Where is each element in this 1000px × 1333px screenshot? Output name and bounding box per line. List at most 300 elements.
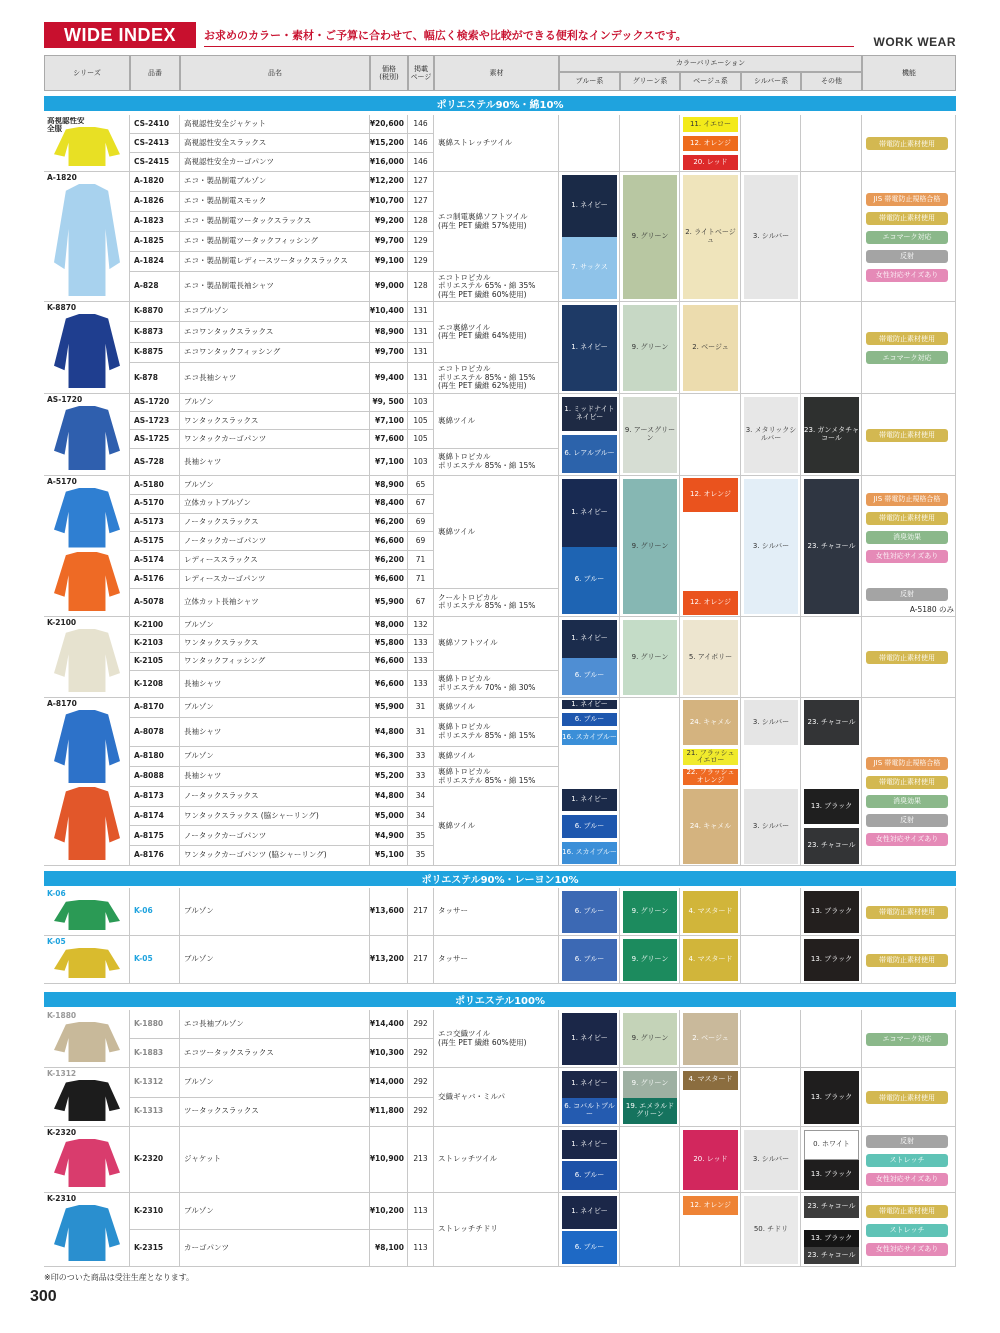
catalog-page: 33 [408,767,434,787]
feature-badge: エコマーク対応 [866,231,948,244]
color-column-cell [620,1127,680,1193]
product-code: CS-2415 [130,153,180,172]
color-swatch: 2. ベージュ [683,305,738,391]
product-code: AS-1725 [130,430,180,448]
col-header-blue: ブルー系 [559,72,620,91]
color-swatch: 13. ブラック [804,891,859,933]
product-price: ¥10,200 [370,1193,408,1230]
color-swatch: 12. オレンジ [683,591,738,615]
color-column-cell [559,115,620,172]
product-name: ブルゾン [180,476,370,495]
product-code: K-1208 [130,671,180,698]
product-name: 高視認性安全ジャケット [180,115,370,134]
product-name: エコワンタックスラックス [180,322,370,342]
color-swatch: 12. オレンジ [683,1196,738,1215]
product-name: エコ・製品制電スモック [180,192,370,212]
color-swatch: 20. レッド [683,155,738,170]
feature-badge: 女性対応サイズあり [866,1173,948,1186]
product-code: AS-1720 [130,394,180,412]
product-price: ¥9, 500 [370,394,408,412]
product-name: レディースカーゴパンツ [180,570,370,589]
color-swatch: 1. ミッドナイトネイビー [562,397,617,431]
feature-badge: 反射 [866,588,948,601]
color-swatch: 11. イエロー [683,117,738,132]
col-header-name: 品名 [180,55,370,91]
feature-badge: 帯電防止素材使用 [866,1205,948,1218]
feature-badge: 反射 [866,1135,948,1148]
product-code: K-1880 [130,1010,180,1039]
color-swatch: 24. キャメル [683,700,738,745]
color-swatch: 23. チャコール [804,1247,859,1264]
product-code: K-8875 [130,343,180,363]
color-column-cell [620,115,680,172]
product-name: カーゴパンツ [180,1230,370,1267]
color-swatch: 1. ネイビー [562,620,617,658]
material-cell: タッサー [434,888,559,936]
product-price: ¥6,200 [370,514,408,533]
color-swatch: 50. チドリ [744,1196,798,1264]
material-cell: 裏綿ソフトツイル [434,617,559,671]
color-swatch: 3. シルバー [744,175,798,299]
catalog-page: 131 [408,343,434,363]
series-label: 高視認性安全服 [47,117,85,134]
color-swatch: 2. ライトベージュ [683,175,738,299]
product-code: A-5176 [130,570,180,589]
page-header [44,22,956,52]
color-swatch: 1. ネイビー [562,789,617,811]
color-swatch: 2. ベージュ [683,1013,738,1065]
color-swatch: 4. マスタード [683,891,738,933]
feature-badge: 消臭効果 [866,531,948,544]
product-code: A-8173 [130,787,180,807]
color-column-cell [741,617,801,698]
catalog-page: 131 [408,363,434,394]
color-swatch: 3. シルバー [744,789,798,864]
col-header-material: 素材 [434,55,559,91]
product-name: 高視認性安全カーゴパンツ [180,153,370,172]
col-header-silver: シルバー系 [741,72,801,91]
color-column-cell [680,394,741,476]
product-name: エコ・製品制電ツータックフィッシング [180,232,370,252]
material-cell: ストレッチチドリ [434,1193,559,1267]
section-header: ポリエステル90%・綿10% [44,96,956,111]
color-swatch: 3. シルバー [744,479,798,614]
col-header-page [408,55,434,91]
color-column-cell [801,1010,862,1068]
series-label: K-1880 [47,1012,77,1020]
catalog-page: 133 [408,635,434,653]
product-code: A-1820 [130,172,180,192]
product-price: ¥5,000 [370,807,408,827]
catalog-page: 292 [408,1098,434,1128]
feature-badge: 帯電防止素材使用 [866,512,948,525]
series-label: K-1312 [47,1070,77,1078]
series-label: K-2310 [47,1195,77,1203]
product-code: K-1883 [130,1039,180,1068]
feature-badge: JIS 帯電防止規格合格 [866,757,948,770]
product-name: ブルゾン [180,936,370,984]
col-header-other: その他 [801,72,862,91]
color-swatch: 1. ネイビー [562,479,617,547]
material-cell: タッサー [434,936,559,984]
product-code: A-5174 [130,551,180,570]
color-swatch: 9. グリーン [623,939,677,981]
color-swatch: 16. スカイブルー [562,842,617,864]
color-column-cell [741,936,801,984]
col-header-beige: ベージュ系 [680,72,741,91]
material-cell: 裏綿ツイル [434,698,559,718]
color-swatch: 9. グリーン [623,305,677,391]
series-label: A-8170 [47,700,77,708]
product-price: ¥4,800 [370,718,408,748]
color-column-cell [801,617,862,698]
color-column-cell [741,1068,801,1127]
feature-badge: 女性対応サイズあり [866,269,948,282]
product-code: A-1826 [130,192,180,212]
product-name: エコ・製品制電レディースツータックスラックス [180,252,370,272]
product-code: K-1313 [130,1098,180,1128]
color-swatch: 23. ガンメタチャコール [804,397,859,473]
color-swatch: 6. コバルトブルー [562,1098,617,1125]
feature-badge: 反射 [866,250,948,263]
catalog-page: 127 [408,172,434,192]
catalog-page: 132 [408,617,434,635]
color-swatch: 6. ブルー [562,1231,617,1264]
feature-badge: JIS 帯電防止規格合格 [866,193,948,206]
col-header-price [370,55,408,91]
color-swatch: 1. ネイビー [562,700,617,709]
color-swatch: 4. マスタード [683,1071,738,1090]
product-code: K-2100 [130,617,180,635]
product-price: ¥8,900 [370,476,408,495]
index-table [44,55,956,1267]
color-column-cell [620,698,680,866]
product-code: A-828 [130,272,180,302]
product-code: K-2103 [130,635,180,653]
catalog-page: 67 [408,495,434,514]
color-swatch: 23. チャコール [804,828,859,864]
series-label: K-2320 [47,1129,77,1137]
color-swatch: 6. ブルー [562,939,617,981]
product-code: K-05 [130,936,180,984]
product-name: ブルゾン [180,698,370,718]
product-name: エコツータックスラックス [180,1039,370,1068]
product-price: ¥8,400 [370,495,408,514]
color-column-cell [801,115,862,172]
color-swatch: 9. グリーン [623,1071,677,1098]
series-label: AS-1720 [47,396,83,404]
product-price: ¥7,100 [370,449,408,476]
page-sub-label: ページ [410,73,432,81]
color-swatch: 13. ブラック [804,1071,859,1124]
product-price: ¥9,400 [370,363,408,394]
catalog-page: 69 [408,514,434,533]
product-code: K-2320 [130,1127,180,1193]
product-code: AS-728 [130,449,180,476]
color-swatch: 1. ネイビー [562,1196,617,1229]
product-name: ワンタックスラックス [180,635,370,653]
catalog-page: 131 [408,302,434,322]
product-code: A-1825 [130,232,180,252]
color-swatch: 1. ネイビー [562,1130,617,1159]
product-code: A-8180 [130,747,180,767]
color-swatch: 1. ネイビー [562,1013,617,1065]
color-column-cell [741,1010,801,1068]
color-swatch: 13. ブラック [804,789,859,825]
product-name: ブルゾン [180,394,370,412]
product-name: ブルゾン [180,888,370,936]
catalog-page: 35 [408,846,434,866]
catalog-page: 105 [408,412,434,430]
col-header-code: 品番 [130,55,180,91]
feature-badge: 帯電防止素材使用 [866,776,948,789]
product-name: ジャケット [180,1127,370,1193]
feature-badge: 帯電防止素材使用 [866,954,948,967]
material-cell: 裏綿トロピカル ポリエステル 85%・綿 15% [434,767,559,787]
product-name: ブルゾン [180,1193,370,1230]
product-code: K-2310 [130,1193,180,1230]
catalog-page: 213 [408,1127,434,1193]
color-swatch: 9. グリーン [623,620,677,695]
product-price: ¥14,400 [370,1010,408,1039]
product-code: A-8170 [130,698,180,718]
color-swatch: 6. ブルー [562,658,617,696]
product-name: ツータックスラックス [180,1098,370,1128]
product-name: ワンタックスラックス (脇シャーリング) [180,807,370,827]
section-header: ポリエステル90%・レーヨン10% [44,871,956,886]
product-price: ¥6,600 [370,671,408,698]
product-name: 高視認性安全スラックス [180,134,370,153]
product-price: ¥10,700 [370,192,408,212]
color-swatch: 6. ブルー [562,891,617,933]
price-sub-label: (税別) [379,73,399,81]
catalog-page: 146 [408,153,434,172]
product-price: ¥6,600 [370,570,408,589]
color-swatch: 13. ブラック [804,939,859,981]
material-cell: 裏綿トロピカル ポリエステル 70%・綿 30% [434,671,559,698]
color-swatch: 13. ブラック [804,1160,859,1190]
product-code: K-8870 [130,302,180,322]
catalog-page: 103 [408,449,434,476]
material-cell: 裏綿トロピカル ポリエステル 85%・綿 15% [434,449,559,476]
footnote: ※印のついた商品は受注生産となります。 [44,1273,195,1282]
product-code: AS-1723 [130,412,180,430]
product-name: 長袖シャツ [180,718,370,748]
catalog-page: 31 [408,698,434,718]
product-name: ノータックカーゴパンツ [180,826,370,846]
page-number: 300 [30,1288,57,1305]
product-name: 立体カットブルゾン [180,495,370,514]
product-price: ¥8,900 [370,322,408,342]
product-price: ¥20,600 [370,115,408,134]
color-column-cell [741,115,801,172]
color-swatch: 6. ブルー [562,1161,617,1190]
product-name: ノータックカーゴパンツ [180,532,370,551]
product-price: ¥5,900 [370,698,408,718]
product-name: エコ・製品制電ツータックスラックス [180,212,370,232]
catalog-page: 31 [408,718,434,748]
product-code: A-8176 [130,846,180,866]
catalog-page: 129 [408,252,434,272]
color-column-cell [741,888,801,936]
material-cell: エコ交織ツイル (再生 PET 繊維 60%使用) [434,1010,559,1068]
catalog-page: 128 [408,212,434,232]
material-cell: 裏綿ツイル [434,787,559,866]
product-name: ブルゾン [180,617,370,635]
material-cell: エコ裏綿ツイル (再生 PET 繊維 64%使用) [434,302,559,363]
material-cell: クールトロピカル ポリエステル 85%・綿 15% [434,589,559,617]
catalog-page: 35 [408,826,434,846]
product-name: ワンタックカーゴパンツ [180,430,370,448]
product-price: ¥15,200 [370,134,408,153]
product-code: K-06 [130,888,180,936]
product-price: ¥11,800 [370,1098,408,1128]
catalog-page: 113 [408,1230,434,1267]
product-name: ワンタックスラックス [180,412,370,430]
product-price: ¥9,200 [370,212,408,232]
feature-badge: 反射 [866,814,948,827]
feature-badge: 帯電防止素材使用 [866,651,948,664]
color-swatch: 23. チャコール [804,479,859,614]
product-code: A-8174 [130,807,180,827]
color-column-cell [801,302,862,394]
header-rule [204,46,854,47]
product-name: エコワンタックフィッシング [180,343,370,363]
feature-badge: 女性対応サイズあり [866,833,948,846]
product-code: A-5173 [130,514,180,533]
color-column-cell [620,1193,680,1267]
product-name: ワンタックフィッシング [180,653,370,671]
product-price: ¥9,700 [370,343,408,363]
product-price: ¥4,800 [370,787,408,807]
color-swatch: 6. ブルー [562,713,617,725]
product-price: ¥9,100 [370,252,408,272]
color-swatch: 3. シルバー [744,1130,798,1190]
color-swatch: 9. グリーン [623,175,677,299]
header-tagline: お求めのカラー・素材・ご予算に合わせて、幅広く検索や比較ができる便利なインデックスです。 [204,29,687,42]
product-code: A-1824 [130,252,180,272]
product-code: A-8088 [130,767,180,787]
product-name: ブルゾン [180,747,370,767]
wide-index-badge: WIDE INDEX [44,22,196,48]
color-swatch: 4. マスタード [683,939,738,981]
product-price: ¥16,000 [370,153,408,172]
product-price: ¥10,400 [370,302,408,322]
product-price: ¥4,900 [370,826,408,846]
catalog-page: 113 [408,1193,434,1230]
color-swatch: 1. ネイビー [562,1071,617,1098]
catalog-page: 129 [408,232,434,252]
catalog-page: 146 [408,115,434,134]
catalog-page: 146 [408,134,434,153]
feature-badge: 帯電防止素材使用 [866,429,948,442]
product-code: A-1823 [130,212,180,232]
material-cell: 裏綿ツイル [434,476,559,589]
color-swatch: 3. シルバー [744,700,798,745]
catalog-page: 217 [408,936,434,984]
section-header: ポリエステル100% [44,992,956,1007]
color-swatch: 1. ネイビー [562,305,617,391]
catalog-page: 103 [408,394,434,412]
product-code: A-5180 [130,476,180,495]
catalog-page: 71 [408,551,434,570]
page-label: 掲載 [414,64,428,73]
col-header-green: グリーン系 [620,72,680,91]
material-cell: エコトロピカル ポリエステル 65%・綿 35% (再生 PET 繊維 60%使用) [434,272,559,302]
product-price: ¥6,600 [370,653,408,671]
color-swatch: 7. サックス [562,237,617,299]
color-swatch: 22. フラッシュオレンジ [683,769,738,785]
color-swatch: 12. オレンジ [683,136,738,151]
material-cell: 裏綿ストレッチツイル [434,115,559,172]
color-swatch: 6. ブルー [562,547,617,615]
feature-badge: 帯電防止素材使用 [866,1091,948,1104]
product-code: A-5078 [130,589,180,617]
color-swatch: 13. ブラック [804,1230,859,1247]
feature-badge: ストレッチ [866,1154,948,1167]
series-label: K-05 [47,938,66,946]
material-cell: ストレッチツイル [434,1127,559,1193]
catalog-page: 69 [408,532,434,551]
catalog-page: 105 [408,430,434,448]
material-cell: エコ制電裏綿ソフトツイル (再生 PET 繊維 57%使用) [434,172,559,272]
product-name: ブルゾン [180,1068,370,1098]
product-code: A-8175 [130,826,180,846]
color-swatch: 20. レッド [683,1130,738,1190]
color-swatch: 9. グリーン [623,891,677,933]
material-cell: エコトロピカル ポリエステル 85%・綿 15% (再生 PET 繊維 62%使用) [434,363,559,394]
product-price: ¥13,600 [370,888,408,936]
series-label: K-8870 [47,304,77,312]
color-swatch: 12. オレンジ [683,478,738,512]
color-swatch: 5. アイボリー [683,620,738,695]
color-swatch: 23. チャコール [804,1196,859,1218]
product-code: A-5175 [130,532,180,551]
catalog-page: 292 [408,1068,434,1098]
color-swatch: 6. ブルー [562,815,617,837]
product-code: K-2105 [130,653,180,671]
color-swatch: 3. メタリックシルバー [744,397,798,473]
product-name: 長袖シャツ [180,449,370,476]
color-swatch: 9. グリーン [623,1013,677,1065]
color-swatch: 21. フラッシュイエロー [683,749,738,765]
color-swatch: 9. アースグリーン [623,397,677,473]
feature-badge: 消臭効果 [866,795,948,808]
feature-badge: 女性対応サイズあり [866,550,948,563]
color-column-cell [801,172,862,302]
material-cell: 裏綿トロピカル ポリエステル 85%・綿 15% [434,718,559,748]
product-name: 立体カット長袖シャツ [180,589,370,617]
product-name: ワンタックカーゴパンツ (脇シャーリング) [180,846,370,866]
catalog-page: 133 [408,671,434,698]
product-price: ¥8,100 [370,1230,408,1267]
product-name: エコブルゾン [180,302,370,322]
product-code: K-1312 [130,1068,180,1098]
color-swatch: 0. ホワイト [804,1130,859,1160]
product-price: ¥12,200 [370,172,408,192]
product-price: ¥14,000 [370,1068,408,1098]
product-code: CS-2413 [130,134,180,153]
badge-note: A-5180 のみ [909,605,954,614]
product-price: ¥7,100 [370,412,408,430]
color-swatch: 24. キャメル [683,789,738,864]
catalog-page: 67 [408,589,434,617]
feature-badge: エコマーク対応 [866,351,948,364]
col-header-function: 機能 [862,55,956,91]
col-header-series: シリーズ [44,55,130,91]
catalog-page: 34 [408,787,434,807]
product-name: エコ・製品制電長袖シャツ [180,272,370,302]
